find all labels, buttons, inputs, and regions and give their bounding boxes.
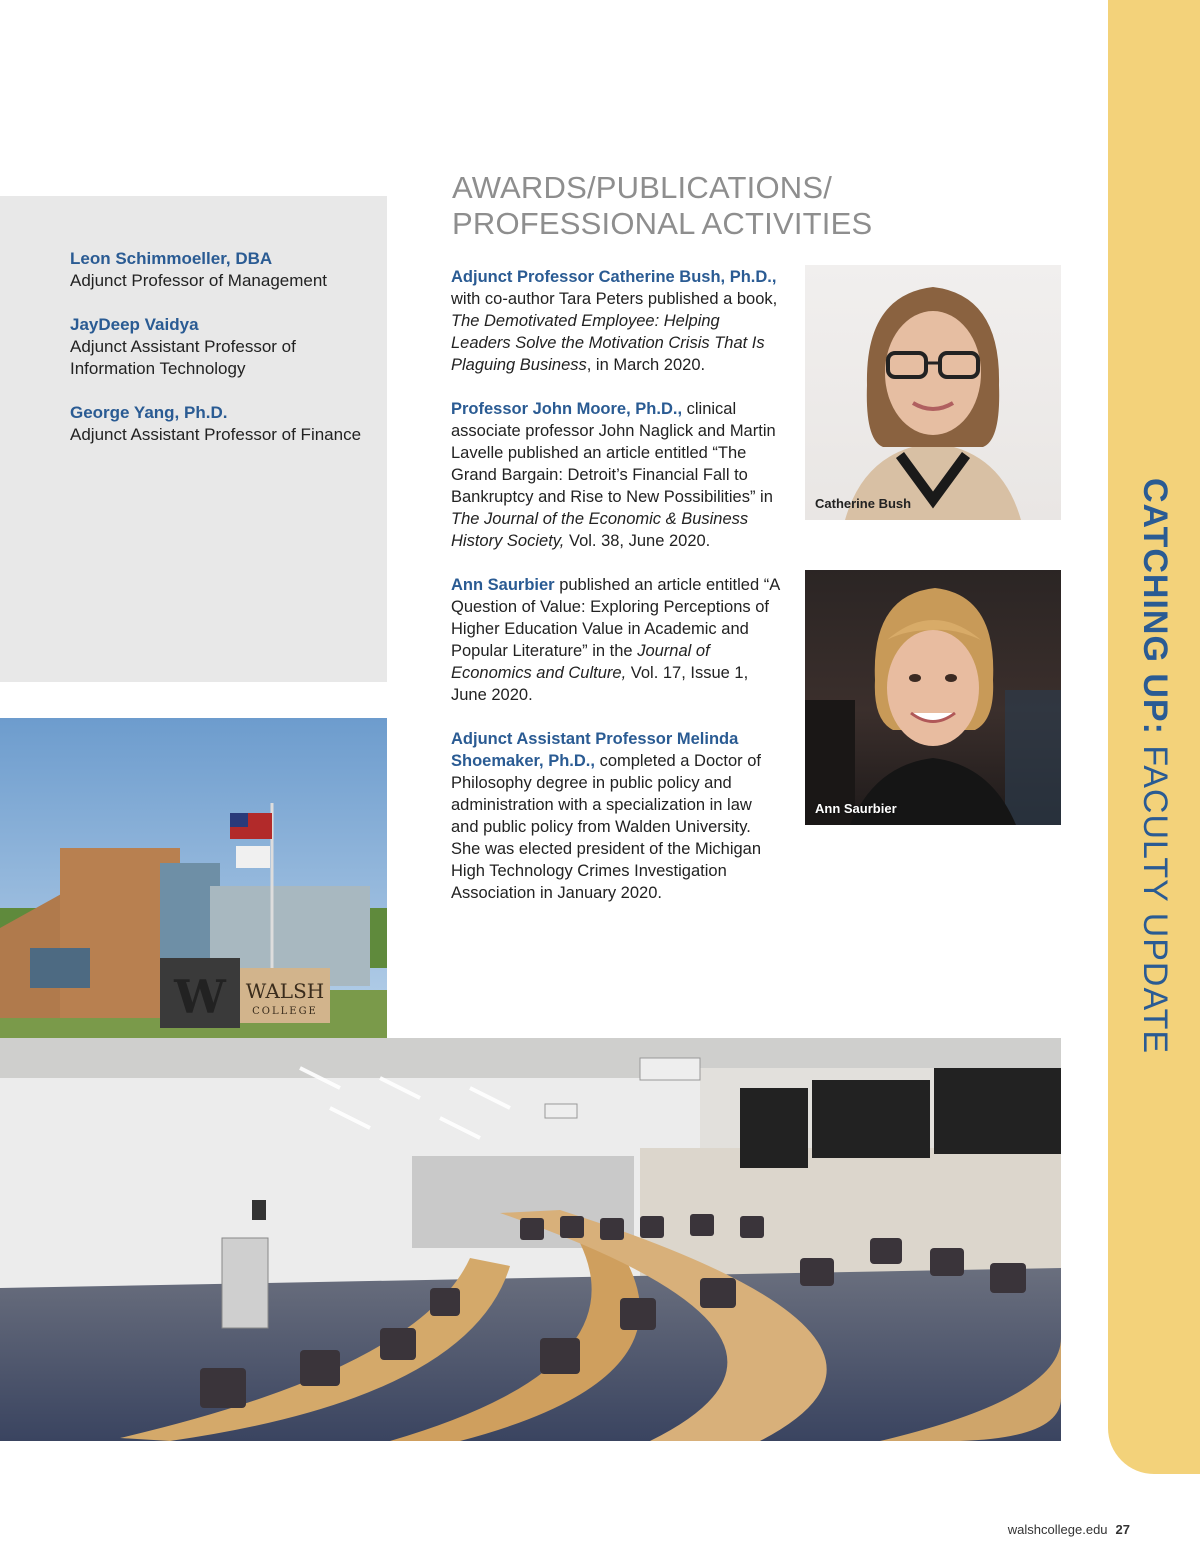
faculty-name: George Yang, Ph.D. — [70, 403, 228, 422]
faculty-title: Adjunct Professor of Management — [70, 271, 328, 290]
article-lead: Adjunct Assistant Professor Melinda Shoemaker, Ph.D., — [451, 730, 739, 770]
faculty-entry — [70, 314, 370, 380]
side-tab-title-regular: FACULTY UPDATE — [1136, 734, 1174, 1055]
article-title: Journal of Economics and Culture, — [451, 642, 710, 682]
faculty-entry — [70, 248, 370, 292]
page-number: 27 — [1115, 1522, 1130, 1537]
article-text: published an article entitled “A Question of Value: Exploring Perceptions of Higher Education Value in Academic and Popular Literature” in the — [451, 576, 780, 660]
article-entry — [451, 398, 781, 552]
article-text: Vol. 17, Issue 1, June 2020. — [451, 664, 749, 704]
portrait-illustration — [805, 265, 1061, 520]
article-text: Vol. 38, June 2020. — [564, 532, 711, 550]
footer-website: walshcollege.edu — [1007, 1522, 1108, 1537]
campus-sign-text: COLLEGE — [252, 1006, 318, 1017]
article-entry — [451, 728, 781, 904]
articles-column — [451, 266, 781, 926]
side-tab-title — [1125, 478, 1185, 1078]
article-title: The Demotivated Employee: Helping Leaders Solve the Motivation Crisis That Is Plaguing Business — [451, 312, 765, 374]
page-footer — [1008, 1522, 1130, 1537]
faculty-title: Adjunct Assistant Professor of Information Technology — [70, 337, 296, 378]
side-tab-title-bold: CATCHING UP: — [1136, 478, 1174, 735]
faculty-name: Leon Schimmoeller, DBA — [70, 249, 273, 268]
campus-building-photo — [0, 718, 387, 1040]
article-text: completed a Doctor of Philosophy degree in public policy and administration with a specialization in law and public policy from Walden University. She was elected president of the Michigan High Technology Crimes Investigation Association in January 2020. — [451, 752, 762, 902]
campus-illustration — [0, 718, 387, 1040]
article-text: , in March 2020. — [586, 356, 706, 374]
portrait-photo-catherine-bush — [805, 265, 1061, 520]
article-lead: Adjunct Professor Catherine Bush, Ph.D., — [451, 268, 777, 286]
portrait-photo-ann-saurbier — [805, 570, 1061, 825]
article-text: with co-author Tara Peters published a book, — [451, 290, 778, 308]
article-entry — [451, 574, 781, 706]
campus-sign-text: WALSH — [245, 979, 325, 1003]
section-heading — [452, 170, 972, 242]
section-heading-line: PROFESSIONAL ACTIVITIES — [452, 206, 873, 241]
classroom-photo — [0, 1038, 1061, 1441]
article-text: clinical associate professor John Naglick and Martin Lavelle published an article entitled “The Grand Bargain: Detroit’s Financial Fall to Bankruptcy and Rise to New Possibilities” in — [451, 400, 776, 506]
section-heading-line: AWARDS/PUBLICATIONS/ — [452, 170, 833, 205]
campus-logo-mark: W — [174, 970, 226, 1024]
article-lead: Professor John Moore, Ph.D., — [451, 400, 683, 418]
portrait-illustration — [805, 570, 1061, 825]
photo-caption: Catherine Bush — [815, 496, 912, 511]
article-title: The Journal of the Economic & Business History Society, — [451, 510, 749, 550]
classroom-illustration — [0, 1038, 1061, 1441]
photo-caption: Ann Saurbier — [815, 801, 897, 816]
article-lead: Ann Saurbier — [451, 576, 555, 594]
faculty-title: Adjunct Assistant Professor of Finance — [70, 425, 362, 444]
article-entry — [451, 266, 781, 376]
faculty-name: JayDeep Vaidya — [70, 315, 199, 334]
faculty-entry — [70, 402, 370, 446]
faculty-list — [70, 248, 370, 468]
